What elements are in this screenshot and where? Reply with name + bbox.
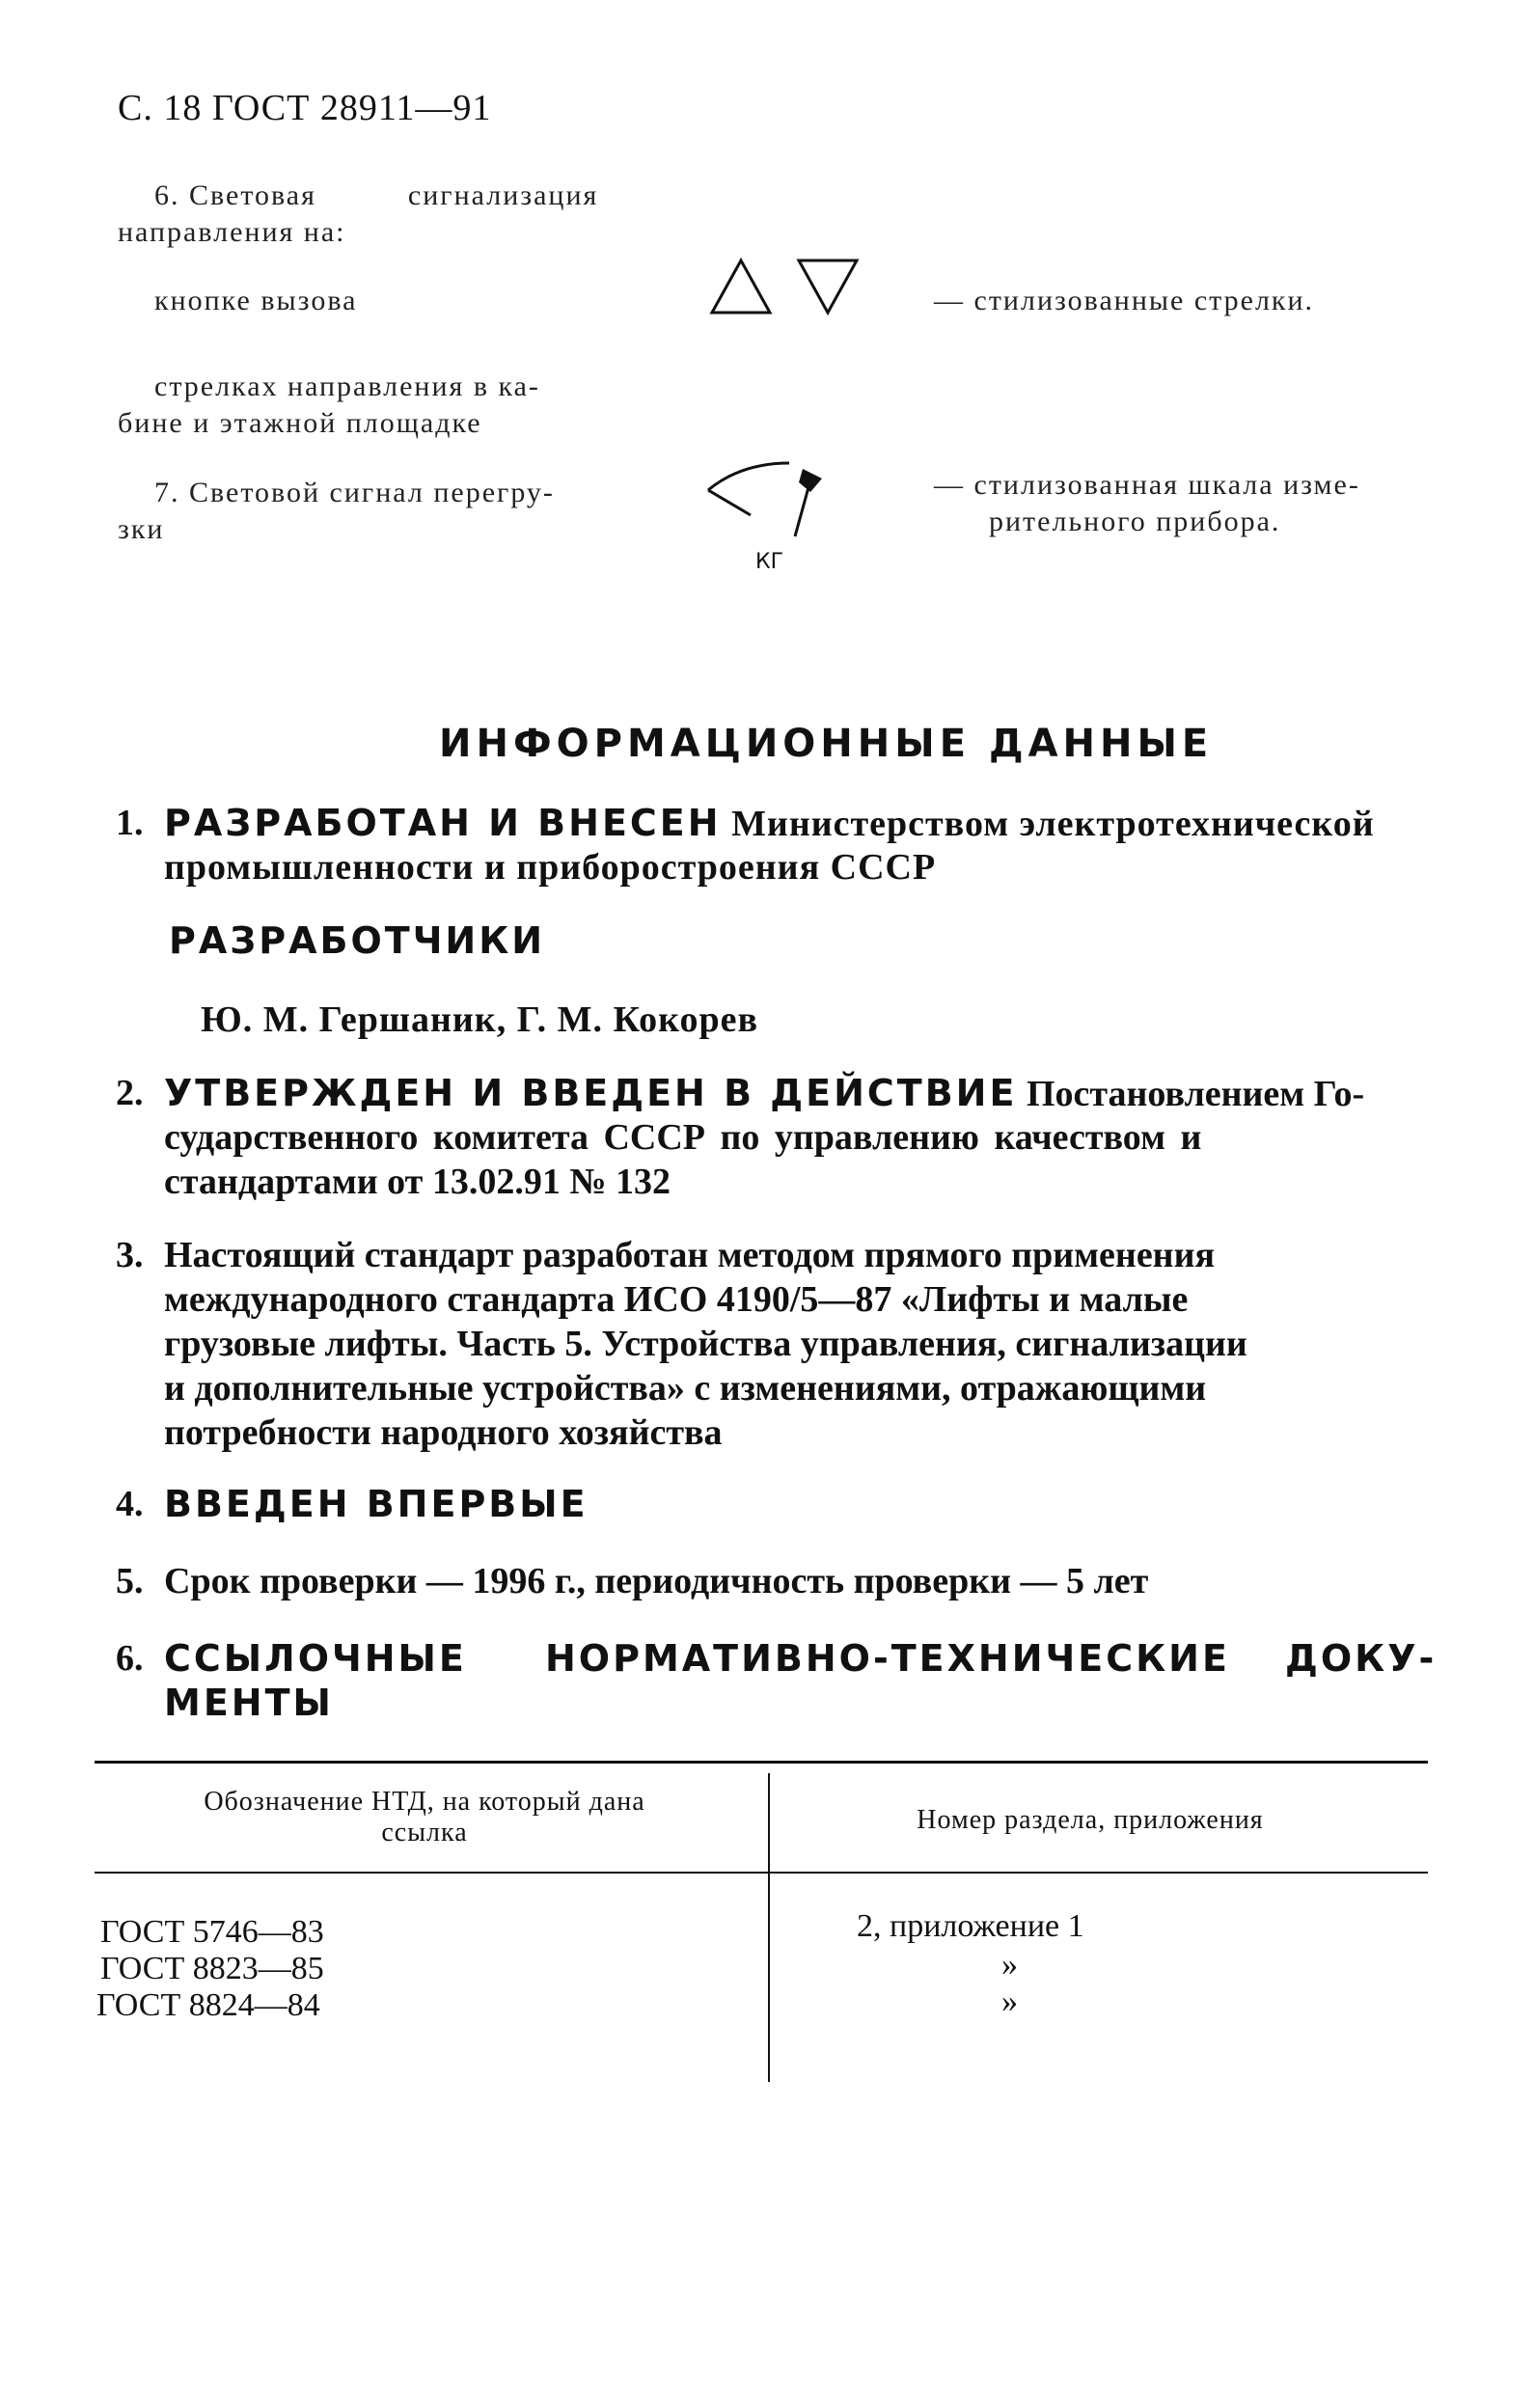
table-cell-doc: ГОСТ 5746—83 — [100, 1914, 324, 1950]
table-header-col2: Номер раздела, приложения — [917, 1805, 1264, 1835]
item6-line1: 6. Световая сигнализация — [154, 179, 599, 211]
item4-label: ВВЕДЕН ВПЕРВЫЕ — [164, 1483, 589, 1525]
table-row — [100, 1914, 324, 1951]
table-top-rule — [95, 1761, 1428, 1764]
item2-text3: стандартами от 13.02.91 № 132 — [164, 1162, 671, 1202]
item2-num: 2. — [116, 1073, 144, 1113]
item3-line4: и дополнительные устройства» с изменениями, отражающими — [164, 1368, 1207, 1409]
item3-line5: потребности народного хозяйства — [164, 1412, 723, 1453]
scale-description-line2: рительного прибора. — [989, 506, 1281, 537]
arrows-icon — [704, 253, 868, 320]
table-cell-doc: ГОСТ 8824—84 — [96, 1987, 320, 2023]
item6-label-b: НОРМАТИВНО-ТЕХНИЧЕСКИЕ — [545, 1637, 1230, 1680]
item2-label: УТВЕРЖДЕН И ВВЕДЕН В ДЕЙСТВИЕ — [164, 1072, 1018, 1114]
table-cell-section: » — [1001, 1947, 1018, 1983]
table-cell-section: » — [1001, 1984, 1018, 2019]
item2-text2: сударственного комитета СССР по управлению качеством и — [164, 1117, 1202, 1158]
item4-num: 4. — [116, 1484, 144, 1524]
table-cell-doc: ГОСТ 8823—85 — [100, 1951, 324, 1986]
item5-text: Срок проверки — 1996 г., периодичность проверки — 5 лет — [164, 1561, 1149, 1601]
table-header-col1 — [116, 1787, 733, 1848]
item3-line1: Настоящий стандарт разработан методом прямого применения — [164, 1235, 1216, 1275]
item3-line3: грузовые лифты. Часть 5. Устройства управления, сигнализации — [164, 1324, 1247, 1364]
cabin-line2: бине и этажной площадке — [118, 407, 482, 439]
item7-line2: зки — [118, 513, 165, 545]
table-row — [96, 1987, 320, 2024]
item1-text2: промышленности и приборостроения СССР — [164, 847, 937, 888]
table-cell-section: 2, приложение 1 — [857, 1908, 1084, 1944]
table-header-col1-line1: Обозначение НТД, на который дана — [204, 1787, 645, 1817]
down-arrow-icon — [799, 260, 857, 313]
arrows-description: — стилизованные стрелки. — [934, 285, 1315, 316]
cabin-line1: стрелках направления в ка- — [154, 370, 540, 402]
page-header — [118, 87, 491, 129]
up-arrow-icon — [712, 260, 770, 313]
developers-names: Ю. М. Гершаник, Г. М. Кокорев — [201, 999, 759, 1040]
info-title: ИНФОРМАЦИОННЫЕ ДАННЫЕ — [439, 722, 1214, 766]
item1-text1: Министерством электротехнической — [721, 804, 1375, 844]
item2-line1 — [164, 1071, 1364, 1117]
item3-num: 3. — [116, 1235, 144, 1275]
item1-line1 — [164, 801, 1375, 847]
table-column-divider — [768, 1773, 770, 2082]
item1-num: 1. — [116, 803, 144, 843]
table-header-col1-line2: ссылка — [381, 1818, 468, 1847]
developers-label: РАЗРАБОТЧИКИ — [169, 919, 546, 962]
item6-label-d: МЕНТЫ — [164, 1682, 334, 1724]
item7-line1: 7. Световой сигнал перегру- — [154, 477, 555, 508]
item2-text1: Постановлением Го- — [1017, 1074, 1365, 1114]
table-header-rule — [95, 1872, 1428, 1874]
scale-description-line1: — стилизованная шкала изме- — [934, 469, 1360, 501]
scale-label: КГ — [755, 550, 784, 574]
table-row — [100, 1951, 324, 1987]
item6-label-c: ДОКУ- — [1285, 1637, 1438, 1680]
item3-line2: международного стандарта ИСО 4190/5—87 «Лифты и малые — [164, 1279, 1189, 1320]
header-text: С. 18 ГОСТ 28911—91 — [118, 88, 492, 128]
call-button-label: кнопке вызова — [154, 285, 358, 316]
item6-label-a: ССЫЛОЧНЫЕ — [164, 1637, 467, 1680]
item6-line2: направления на: — [118, 216, 346, 248]
item5-num: 5. — [116, 1561, 144, 1601]
item6-num: 6. — [116, 1638, 144, 1679]
item1-label: РАЗРАБОТАН И ВНЕСЕН — [164, 802, 722, 844]
